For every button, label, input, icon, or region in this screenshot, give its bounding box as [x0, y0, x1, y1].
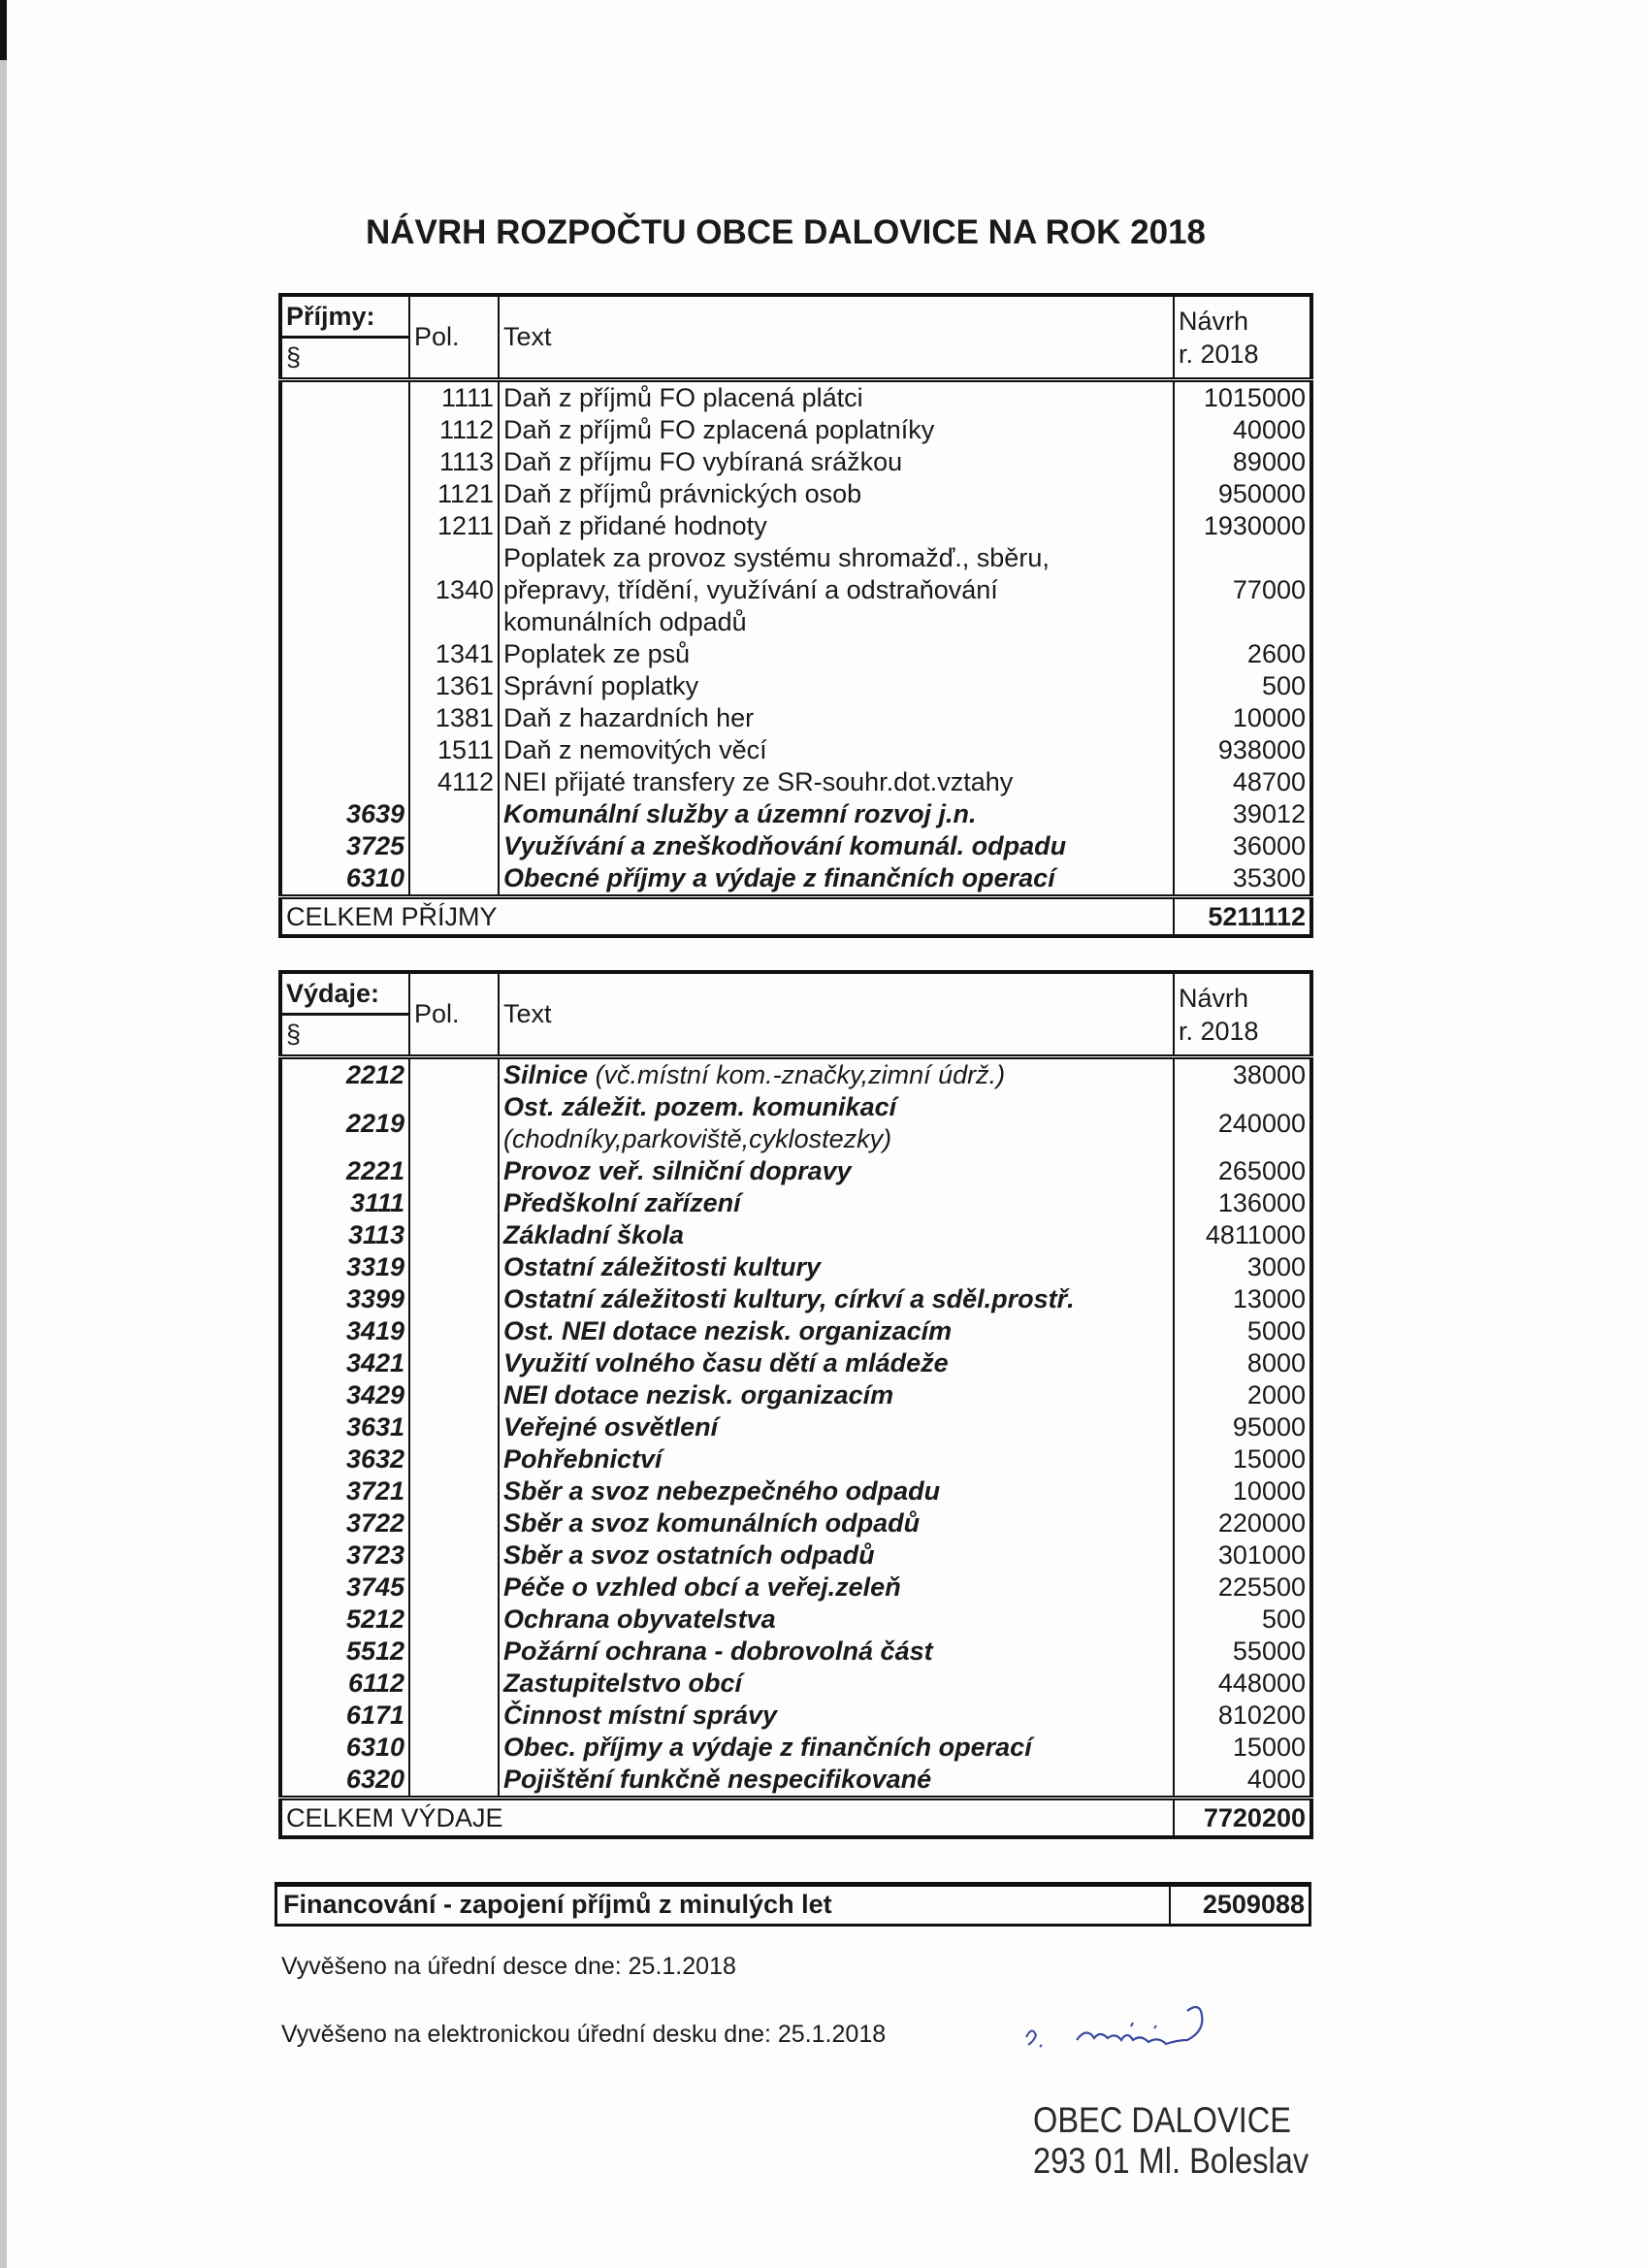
- cell-sec: 3745: [280, 1571, 409, 1604]
- scan-edge: [0, 0, 7, 60]
- posted-electronic-note: Vyvěšeno na elektronickou úřední desku dne: 25.1.2018: [281, 2021, 887, 2048]
- col-header-text: Text: [499, 295, 1174, 380]
- cell-text: Správní poplatky: [499, 670, 1174, 702]
- cell-value: 15000: [1232, 1444, 1306, 1474]
- cell-sec: 3319: [280, 1251, 409, 1283]
- expenses-header-row: [280, 972, 1311, 1057]
- financing-row: [275, 1882, 1311, 1927]
- cell-sec: 6171: [280, 1700, 409, 1732]
- expenses-table: [278, 970, 1313, 1839]
- cell-pol: 1340: [409, 542, 499, 638]
- cell-text: Ostatní záležitosti kultury: [499, 1251, 1174, 1283]
- table-row: [280, 798, 1311, 830]
- cell-text-line: přepravy, třídění, využívání a odstraňování: [503, 575, 998, 604]
- cell-value: 240000: [1217, 1108, 1306, 1138]
- cell-pol: [409, 1251, 499, 1283]
- cell-pol: [409, 1539, 499, 1571]
- cell-pol: [409, 1091, 499, 1155]
- cell-value: 40000: [1232, 415, 1306, 444]
- cell-pol: [409, 1283, 499, 1315]
- table-row: [280, 702, 1311, 734]
- table-row: [280, 1091, 1311, 1155]
- cell-sec: 3421: [280, 1347, 409, 1379]
- cell-sec: 3419: [280, 1315, 409, 1347]
- cell-sec: [280, 542, 409, 638]
- cell-text: Daň z hazardních her: [499, 702, 1174, 734]
- cell-pol: [409, 1411, 499, 1443]
- table-row: [280, 1571, 1311, 1604]
- cell-value: 500: [1261, 671, 1306, 700]
- cell-sec: 6310: [280, 1732, 409, 1764]
- cell-value: 13000: [1232, 1284, 1306, 1313]
- cell-text: NEI dotace nezisk. organizacím: [499, 1379, 1174, 1411]
- cell-pol: 1211: [409, 510, 499, 542]
- income-total-label: CELKEM PŘÍJMY: [280, 897, 1174, 937]
- table-row: [280, 734, 1311, 766]
- paragraph-symbol: §: [286, 1020, 302, 1049]
- signature-icon: [1018, 1993, 1271, 2061]
- cell-pol: 1112: [409, 414, 499, 446]
- cell-pol: [409, 1507, 499, 1539]
- table-row: [280, 414, 1311, 446]
- expenses-total-row: [280, 1798, 1311, 1838]
- cell-pol: 1113: [409, 446, 499, 478]
- table-row: [280, 1057, 1311, 1092]
- stamp-line1: OBEC DALOVICE: [1033, 2100, 1291, 2140]
- cell-sec: 6112: [280, 1668, 409, 1700]
- income-total-value: 5211112: [1174, 897, 1311, 937]
- cell-sec: 3639: [280, 798, 409, 830]
- cell-value: 38000: [1232, 1060, 1306, 1089]
- cell-pol: [409, 1347, 499, 1379]
- cell-text: Poplatek ze psů: [499, 638, 1174, 670]
- cell-value: 39012: [1232, 799, 1306, 828]
- cell-value: 1015000: [1203, 383, 1306, 412]
- cell-sec: 3722: [280, 1507, 409, 1539]
- cell-pol: [409, 1732, 499, 1764]
- cell-pol: [409, 1379, 499, 1411]
- cell-value: 35300: [1232, 863, 1306, 892]
- cell-value: 10000: [1232, 703, 1306, 732]
- cell-sec: 3429: [280, 1379, 409, 1411]
- cell-value: 810200: [1217, 1701, 1306, 1730]
- cell-text: Ochrana obyvatelstva: [499, 1604, 1174, 1636]
- expenses-total-value: 7720200: [1174, 1798, 1311, 1838]
- cell-text: Využívání a zneškodňování komunál. odpadu: [499, 830, 1174, 862]
- cell-text: Obec. příjmy a výdaje z finančních operací: [499, 1732, 1174, 1764]
- cell-sec: 3113: [280, 1219, 409, 1251]
- table-row: [280, 1636, 1311, 1668]
- income-table: [278, 293, 1313, 938]
- cell-value: 8000: [1246, 1348, 1306, 1377]
- cell-value: 5000: [1246, 1316, 1306, 1345]
- cell-sec: 5512: [280, 1636, 409, 1668]
- cell-pol: [409, 1057, 499, 1092]
- paragraph-symbol: §: [286, 342, 302, 372]
- cell-pol: 1511: [409, 734, 499, 766]
- cell-value: 950000: [1217, 479, 1306, 508]
- cell-pol: [409, 1604, 499, 1636]
- cell-text: [499, 1091, 1174, 1155]
- cell-text-main: Ost. záležit. pozem. komunikací: [503, 1092, 897, 1121]
- cell-value: 2000: [1246, 1380, 1306, 1409]
- cell-pol: [409, 1475, 499, 1507]
- cell-pol: [409, 1443, 499, 1475]
- table-row: [280, 670, 1311, 702]
- cell-value: 220000: [1217, 1508, 1306, 1538]
- cell-pol: [409, 862, 499, 897]
- cell-sec: 3111: [280, 1187, 409, 1219]
- table-row: [280, 638, 1311, 670]
- table-row: [280, 1764, 1311, 1798]
- cell-pol: 4112: [409, 766, 499, 798]
- income-total-row: [280, 897, 1311, 937]
- cell-sec: 5212: [280, 1604, 409, 1636]
- cell-value: 265000: [1217, 1156, 1306, 1185]
- cell-value: 938000: [1217, 735, 1306, 764]
- cell-sec: [280, 446, 409, 478]
- cell-text: Daň z příjmu FO vybíraná srážkou: [499, 446, 1174, 478]
- table-row: [280, 1379, 1311, 1411]
- cell-text: [499, 1057, 1174, 1092]
- cell-text: Komunální služby a územní rozvoj j.n.: [499, 798, 1174, 830]
- cell-pol: 1381: [409, 702, 499, 734]
- cell-sec: 3632: [280, 1443, 409, 1475]
- col-header-pol: Pol.: [409, 972, 499, 1057]
- col-header-text: Text: [499, 972, 1174, 1057]
- col-header-value: [1174, 972, 1311, 1057]
- table-row: [280, 1219, 1311, 1251]
- cell-text: Obecné příjmy a výdaje z finančních operací: [499, 862, 1174, 897]
- cell-sec: 2219: [280, 1091, 409, 1155]
- cell-value: 77000: [1232, 575, 1306, 604]
- col-header-pol: Pol.: [409, 295, 499, 380]
- cell-text: Sběr a svoz komunálních odpadů: [499, 1507, 1174, 1539]
- cell-sec: [280, 766, 409, 798]
- cell-sec: 3723: [280, 1539, 409, 1571]
- cell-text: Daň z příjmů FO zplacená poplatníky: [499, 414, 1174, 446]
- cell-sec: 6310: [280, 862, 409, 897]
- cell-value: 15000: [1232, 1733, 1306, 1762]
- cell-pol: [409, 1764, 499, 1798]
- cell-value: 500: [1261, 1604, 1306, 1634]
- cell-text: Veřejné osvětlení: [499, 1411, 1174, 1443]
- cell-sec: 3631: [280, 1411, 409, 1443]
- cell-pol: [409, 1187, 499, 1219]
- cell-sec: [280, 380, 409, 415]
- cell-text: Pohřebnictví: [499, 1443, 1174, 1475]
- cell-text: Činnost místní správy: [499, 1700, 1174, 1732]
- table-row: [280, 1283, 1311, 1315]
- cell-sec: [280, 478, 409, 510]
- table-row: [280, 1187, 1311, 1219]
- table-row: [280, 1443, 1311, 1475]
- stamp-line2: 293 01 Ml. Boleslav: [1033, 2141, 1310, 2181]
- cell-pol: 1121: [409, 478, 499, 510]
- cell-value: 4000: [1246, 1765, 1306, 1794]
- cell-pol: [409, 1155, 499, 1187]
- col-header-value: [1174, 295, 1311, 380]
- income-section-header: [280, 295, 409, 380]
- table-row: [280, 1700, 1311, 1732]
- page-title: NÁVRH ROZPOČTU OBCE DALOVICE NA ROK 2018: [365, 213, 1207, 251]
- table-row: [280, 478, 1311, 510]
- cell-value: 2600: [1246, 639, 1306, 668]
- table-row: [280, 1732, 1311, 1764]
- expenses-section-label: Výdaje:: [282, 974, 408, 1016]
- official-stamp: [1033, 2100, 1309, 2182]
- cell-value: 89000: [1232, 447, 1306, 476]
- expenses-section-header: [280, 972, 409, 1057]
- cell-text: Základní škola: [499, 1219, 1174, 1251]
- cell-value: 225500: [1217, 1572, 1306, 1602]
- cell-sec: 2221: [280, 1155, 409, 1187]
- cell-pol: [409, 1636, 499, 1668]
- table-row: [280, 1155, 1311, 1187]
- cell-text: NEI přijaté transfery ze SR-souhr.dot.vztahy: [499, 766, 1174, 798]
- cell-value: 3000: [1246, 1252, 1306, 1281]
- cell-text: Ostatní záležitosti kultury, církví a sděl.prostř.: [499, 1283, 1174, 1315]
- table-row: [280, 862, 1311, 897]
- table-row: [280, 446, 1311, 478]
- cell-pol: [409, 1315, 499, 1347]
- cell-text: Sběr a svoz ostatních odpadů: [499, 1539, 1174, 1571]
- table-row: [280, 1539, 1311, 1571]
- cell-value: 4811000: [1205, 1220, 1306, 1249]
- cell-text: Ost. NEI dotace nezisk. organizacím: [499, 1315, 1174, 1347]
- cell-text: Provoz veř. silniční dopravy: [499, 1155, 1174, 1187]
- income-section-label: Příjmy:: [282, 297, 408, 339]
- income-header-row: [280, 295, 1311, 380]
- table-row: [280, 1315, 1311, 1347]
- cell-pol: [409, 1571, 499, 1604]
- col-header-value-line2: r. 2018: [1179, 339, 1259, 369]
- cell-text: [499, 542, 1174, 638]
- col-header-value-line2: r. 2018: [1179, 1016, 1259, 1046]
- cell-value: 1930000: [1203, 511, 1306, 540]
- financing-value: 2509088: [1202, 1890, 1305, 1919]
- cell-text: Daň z přidané hodnoty: [499, 510, 1174, 542]
- table-row: [280, 1475, 1311, 1507]
- cell-text: Péče o vzhled obcí a veřej.zeleň: [499, 1571, 1174, 1604]
- cell-sec: [280, 638, 409, 670]
- table-row: [280, 542, 1311, 638]
- cell-pol: [409, 798, 499, 830]
- table-row: [280, 1251, 1311, 1283]
- cell-text: Požární ochrana - dobrovolná část: [499, 1636, 1174, 1668]
- table-row: [280, 380, 1311, 415]
- cell-value: 55000: [1232, 1636, 1306, 1666]
- cell-pol: [409, 1668, 499, 1700]
- cell-value: 36000: [1232, 831, 1306, 860]
- col-header-value-line1: Návrh: [1179, 306, 1249, 336]
- scan-edge-shadow: [0, 60, 7, 2268]
- table-row: [280, 1411, 1311, 1443]
- cell-sec: 3725: [280, 830, 409, 862]
- cell-sec: [280, 510, 409, 542]
- cell-text-line: Poplatek za provoz systému shromažď., sběru,: [503, 543, 1050, 572]
- cell-sec: [280, 734, 409, 766]
- cell-pol: 1111: [409, 380, 499, 415]
- table-row: [280, 1347, 1311, 1379]
- cell-text-line: komunálních odpadů: [503, 607, 747, 636]
- table-row: [280, 1604, 1311, 1636]
- posted-board-note: Vyvěšeno na úřední desce dne: 25.1.2018: [281, 1953, 736, 1980]
- cell-value: 136000: [1217, 1188, 1306, 1217]
- cell-text: Zastupitelstvo obcí: [499, 1668, 1174, 1700]
- cell-value: 48700: [1232, 767, 1306, 796]
- cell-text: Využití volného času dětí a mládeže: [499, 1347, 1174, 1379]
- cell-text-sub: (chodníky,parkoviště,cyklostezky): [503, 1124, 892, 1153]
- cell-text-main: Silnice: [503, 1060, 589, 1089]
- cell-pol: [409, 1219, 499, 1251]
- cell-sec: 3721: [280, 1475, 409, 1507]
- table-row: [280, 1507, 1311, 1539]
- cell-value: 301000: [1217, 1540, 1306, 1570]
- cell-value: 10000: [1232, 1476, 1306, 1506]
- cell-text: Daň z příjmů právnických osob: [499, 478, 1174, 510]
- cell-text: Daň z nemovitých věcí: [499, 734, 1174, 766]
- cell-text: Sběr a svoz nebezpečného odpadu: [499, 1475, 1174, 1507]
- cell-pol: 1341: [409, 638, 499, 670]
- cell-text: Pojištění funkčně nespecifikované: [499, 1764, 1174, 1798]
- expenses-total-label: CELKEM VÝDAJE: [280, 1798, 1174, 1838]
- financing-label: Financování - zapojení příjmů z minulých let: [277, 1887, 1171, 1924]
- cell-sec: [280, 702, 409, 734]
- cell-sec: 6320: [280, 1764, 409, 1798]
- table-row: [280, 510, 1311, 542]
- table-row: [280, 1668, 1311, 1700]
- cell-sec: [280, 414, 409, 446]
- cell-sec: 2212: [280, 1057, 409, 1092]
- cell-text: Předškolní zařízení: [499, 1187, 1174, 1219]
- cell-text: Daň z příjmů FO placená plátci: [499, 380, 1174, 415]
- table-row: [280, 830, 1311, 862]
- col-header-value-line1: Návrh: [1179, 983, 1249, 1013]
- cell-text-sub: (vč.místní kom.-značky,zimní údrž.): [595, 1060, 1006, 1089]
- cell-pol: [409, 1700, 499, 1732]
- cell-sec: 3399: [280, 1283, 409, 1315]
- cell-value: 448000: [1217, 1669, 1306, 1698]
- table-row: [280, 766, 1311, 798]
- cell-sec: [280, 670, 409, 702]
- cell-pol: [409, 830, 499, 862]
- cell-value: 95000: [1232, 1412, 1306, 1442]
- cell-pol: 1361: [409, 670, 499, 702]
